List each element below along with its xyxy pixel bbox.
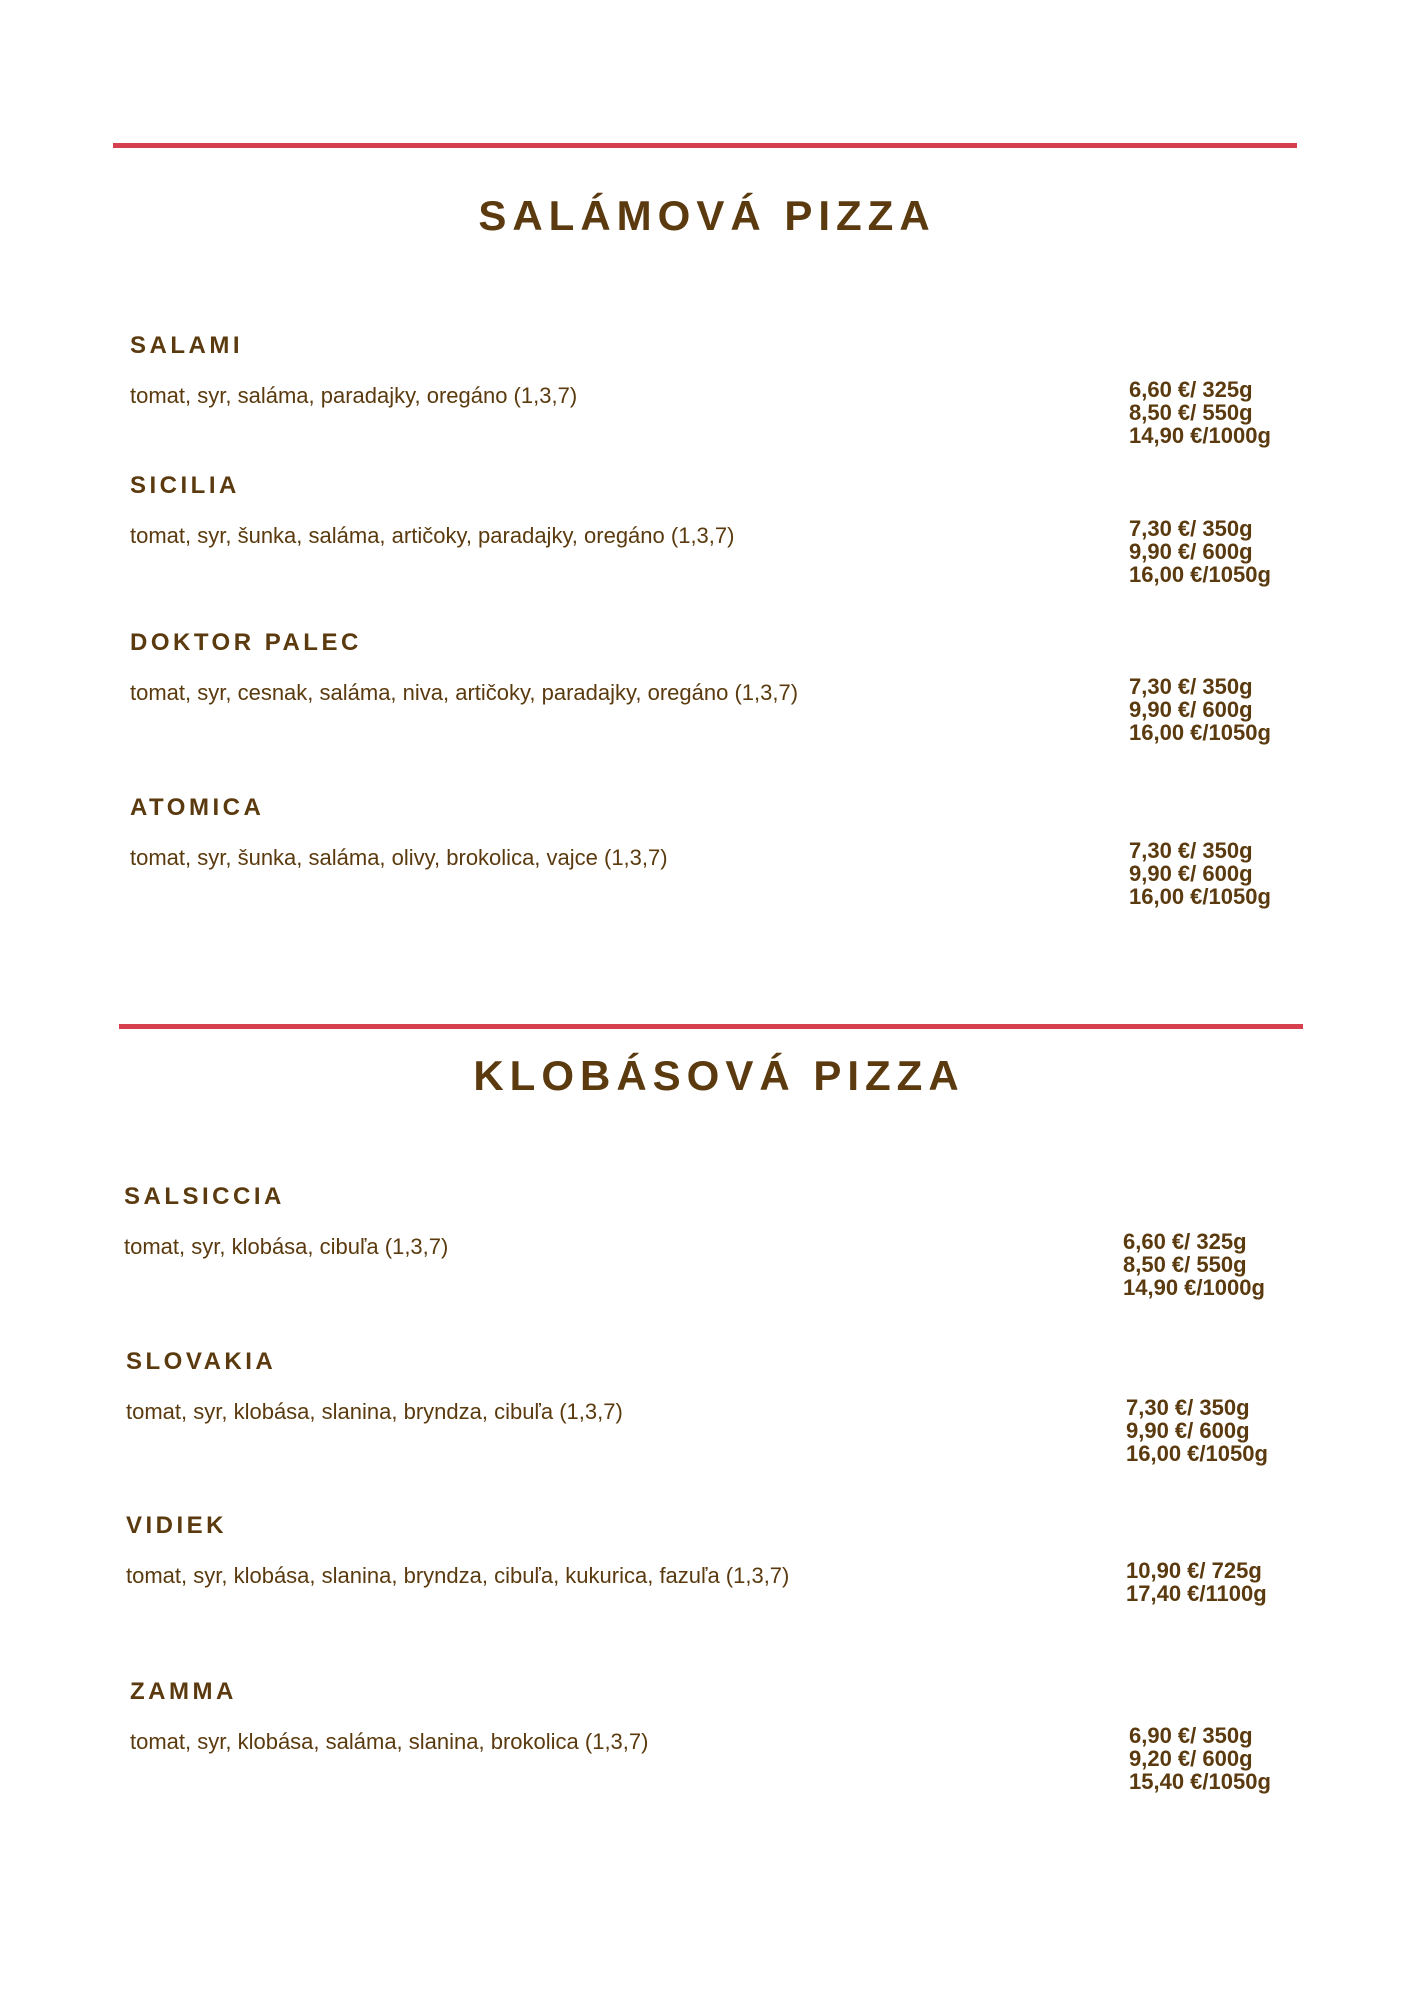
price-large: 16,00 €/1050g: [1129, 562, 1271, 587]
item-name: SALSICCIA: [124, 1183, 285, 1210]
item-name: SICILIA: [130, 472, 240, 499]
price-small: 7,30 €/ 350g: [1129, 674, 1253, 699]
section-divider: [113, 143, 1297, 148]
price-large: 14,90 €/1000g: [1129, 423, 1271, 448]
price-large: 16,00 €/1050g: [1129, 720, 1271, 745]
price-large: 16,00 €/1050g: [1126, 1441, 1268, 1466]
item-description: tomat, syr, šunka, saláma, olivy, brokolica, vajce (1,3,7): [130, 845, 668, 870]
item-name: SLOVAKIA: [126, 1348, 277, 1375]
price-small: 7,30 €/ 350g: [1126, 1395, 1250, 1420]
item-prices: [1123, 1230, 1265, 1299]
price-medium: 9,90 €/ 600g: [1129, 697, 1253, 722]
item-description: tomat, syr, klobása, slanina, bryndza, cibuľa, kukurica, fazuľa (1,3,7): [126, 1563, 790, 1588]
menu-item-salsiccia: [124, 1183, 448, 1260]
menu-item-vidiek: [126, 1512, 789, 1589]
price-small: 10,90 €/ 725g: [1126, 1558, 1262, 1583]
section-divider: [119, 1024, 1303, 1029]
price-medium: 8,50 €/ 550g: [1123, 1252, 1247, 1277]
price-medium: 9,90 €/ 600g: [1129, 539, 1253, 564]
item-prices: [1129, 378, 1271, 447]
item-prices: [1129, 839, 1271, 908]
item-description: tomat, syr, klobása, saláma, slanina, brokolica (1,3,7): [130, 1729, 649, 1754]
section-title-klobasova: KLOBÁSOVÁ PIZZA: [473, 1052, 965, 1099]
menu-item-doktor-palec: [130, 629, 798, 706]
price-large: 15,40 €/1050g: [1129, 1769, 1271, 1794]
price-small: 6,60 €/ 325g: [1123, 1229, 1247, 1254]
item-description: tomat, syr, klobása, cibuľa (1,3,7): [124, 1234, 449, 1259]
price-small: 7,30 €/ 350g: [1129, 516, 1253, 541]
price-medium: 9,90 €/ 600g: [1126, 1418, 1250, 1443]
price-large: 14,90 €/1000g: [1123, 1275, 1265, 1300]
menu-item-zamma: [130, 1678, 648, 1755]
item-name: ATOMICA: [130, 794, 265, 821]
price-small: 7,30 €/ 350g: [1129, 838, 1253, 863]
item-prices: [1129, 1724, 1271, 1793]
menu-item-sicilia: [130, 472, 734, 549]
item-name: DOKTOR PALEC: [130, 629, 362, 656]
item-prices: [1126, 1559, 1267, 1605]
price-medium: 9,90 €/ 600g: [1129, 861, 1253, 886]
section-title-salamova: SALÁMOVÁ PIZZA: [478, 192, 936, 239]
item-description: tomat, syr, šunka, saláma, artičoky, paradajky, oregáno (1,3,7): [130, 523, 735, 548]
price-large: 16,00 €/1050g: [1129, 884, 1271, 909]
menu-item-salami: [130, 332, 577, 409]
item-prices: [1129, 675, 1271, 744]
menu-item-slovakia: [126, 1348, 623, 1425]
item-description: tomat, syr, klobása, slanina, bryndza, cibuľa (1,3,7): [126, 1399, 623, 1424]
item-name: VIDIEK: [126, 1512, 228, 1539]
price-small: 6,90 €/ 350g: [1129, 1723, 1253, 1748]
price-medium: 9,20 €/ 600g: [1129, 1746, 1253, 1771]
price-medium: 17,40 €/1100g: [1126, 1581, 1267, 1606]
item-prices: [1126, 1396, 1268, 1465]
item-description: tomat, syr, cesnak, saláma, niva, artičoky, paradajky, oregáno (1,3,7): [130, 680, 799, 705]
item-name: SALAMI: [130, 332, 243, 359]
price-small: 6,60 €/ 325g: [1129, 377, 1253, 402]
item-prices: [1129, 517, 1271, 586]
item-description: tomat, syr, saláma, paradajky, oregáno (1,3,7): [130, 383, 578, 408]
price-medium: 8,50 €/ 550g: [1129, 400, 1253, 425]
menu-item-atomica: [130, 794, 668, 871]
item-name: ZAMMA: [130, 1678, 237, 1705]
